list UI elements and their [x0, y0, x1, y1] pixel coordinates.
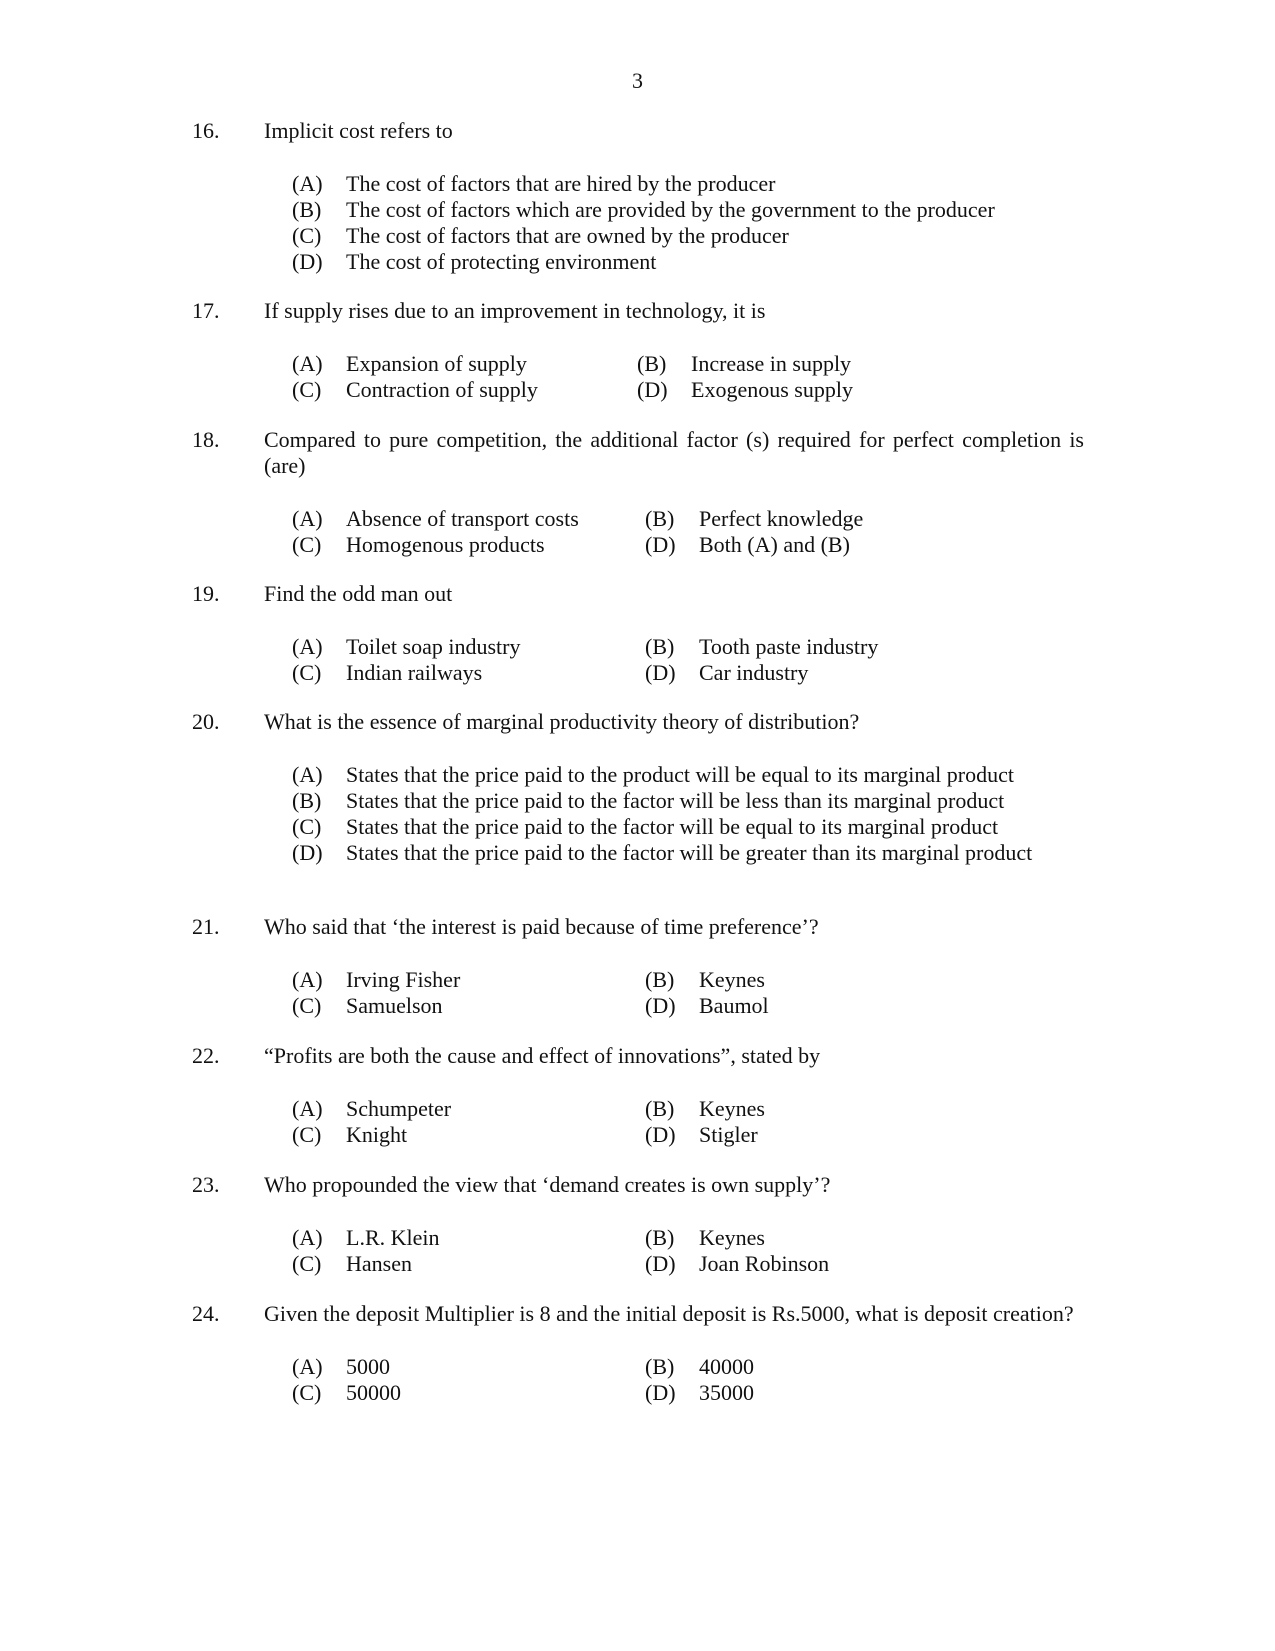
options-grid	[292, 634, 1084, 686]
question-text: Implicit cost refers to	[264, 118, 453, 143]
page-number: 3	[632, 68, 643, 93]
option-text: The cost of factors that are owned by the producer	[346, 223, 789, 248]
question-number: 21.	[192, 914, 220, 939]
option-label: (C)	[292, 814, 322, 839]
option-label: (D)	[645, 532, 676, 557]
option-text: Schumpeter	[346, 1096, 452, 1121]
option-label: (A)	[292, 634, 323, 659]
option-text: 35000	[699, 1380, 754, 1405]
option-label: (D)	[645, 1251, 676, 1276]
option-text: Samuelson	[346, 993, 443, 1018]
question-22	[192, 1043, 1084, 1148]
option-label: (A)	[292, 1354, 323, 1379]
question-21	[192, 914, 1084, 1019]
option-label: (C)	[292, 532, 322, 557]
option-label: (C)	[292, 377, 322, 402]
option-text: Increase in supply	[691, 351, 852, 376]
option-text: Tooth paste industry	[699, 634, 879, 659]
option-label: (C)	[292, 993, 322, 1018]
options-grid	[292, 351, 1084, 403]
question-number: 24.	[192, 1301, 220, 1326]
option-text: Absence of transport costs	[346, 506, 579, 531]
option-label: (B)	[645, 1354, 675, 1379]
option-text: Car industry	[699, 660, 809, 685]
question-text: “Profits are both the cause and effect of innovations”, stated by	[264, 1043, 821, 1068]
option-text: Contraction of supply	[346, 377, 538, 402]
option-label: (D)	[645, 1380, 676, 1405]
option-text: Keynes	[699, 1225, 765, 1250]
option-text: Both (A) and (B)	[699, 532, 850, 557]
option-label: (D)	[637, 377, 668, 402]
option-label: (B)	[645, 967, 675, 992]
option-text: Knight	[346, 1122, 408, 1147]
question-number: 16.	[192, 118, 220, 143]
option-text: Indian railways	[346, 660, 483, 685]
option-text: Perfect knowledge	[699, 506, 864, 531]
option-text: 5000	[346, 1354, 390, 1379]
option-b	[292, 788, 1084, 814]
option-label: (B)	[292, 197, 322, 222]
option-label: (D)	[645, 1122, 676, 1147]
options-grid	[292, 1096, 1084, 1148]
question-number: 23.	[192, 1172, 220, 1197]
question-text: Compared to pure competition, the additional factor (s) required for perfect completion is (are)	[264, 427, 1084, 478]
option-text: The cost of protecting environment	[346, 249, 657, 274]
question-18	[192, 427, 1084, 558]
option-label: (A)	[292, 171, 323, 196]
option-label: (D)	[645, 993, 676, 1018]
question-20	[192, 709, 1084, 866]
option-text: Joan Robinson	[699, 1251, 830, 1276]
question-text: If supply rises due to an improvement in technology, it is	[264, 298, 766, 323]
options-list	[292, 762, 1084, 866]
option-text: States that the price paid to the factor will be equal to its marginal product	[346, 814, 999, 839]
option-label: (C)	[292, 1122, 322, 1147]
question-number: 20.	[192, 709, 220, 734]
option-text: Homogenous products	[346, 532, 545, 557]
question-number: 19.	[192, 581, 220, 606]
question-23	[192, 1172, 1084, 1277]
option-text: States that the price paid to the factor will be greater than its marginal product	[346, 840, 1033, 865]
option-label: (C)	[292, 223, 322, 248]
option-label: (B)	[637, 351, 667, 376]
option-text: Stigler	[699, 1122, 758, 1147]
option-label: (D)	[645, 660, 676, 685]
option-label: (C)	[292, 1251, 322, 1276]
option-label: (B)	[645, 1096, 675, 1121]
options-grid	[292, 1225, 1084, 1277]
question-number: 22.	[192, 1043, 220, 1068]
option-text: States that the price paid to the product will be equal to its marginal product	[346, 762, 1014, 787]
question-19	[192, 581, 1084, 686]
question-16	[192, 118, 1084, 275]
option-a	[292, 762, 1084, 788]
option-label: (A)	[292, 1096, 323, 1121]
option-label: (B)	[645, 506, 675, 531]
question-text: Given the deposit Multiplier is 8 and the initial deposit is Rs.5000, what is deposit creation?	[264, 1301, 1074, 1326]
option-text: Irving Fisher	[346, 967, 461, 992]
question-text: Who propounded the view that ‘demand creates is own supply’?	[264, 1172, 831, 1197]
option-text: Keynes	[699, 967, 765, 992]
option-text: L.R. Klein	[346, 1225, 440, 1250]
option-c	[292, 223, 1084, 249]
options-grid	[292, 967, 1084, 1019]
option-label: (C)	[292, 1380, 322, 1405]
option-label: (D)	[292, 249, 323, 274]
option-text: Keynes	[699, 1096, 765, 1121]
question-text: Who said that ‘the interest is paid because of time preference’?	[264, 914, 819, 939]
options-grid	[292, 1354, 1084, 1406]
option-a	[292, 171, 1084, 197]
option-d	[292, 249, 1084, 275]
question-text: Find the odd man out	[264, 581, 453, 606]
option-label: (B)	[645, 1225, 675, 1250]
question-text: What is the essence of marginal productivity theory of distribution?	[264, 709, 860, 734]
option-text: Exogenous supply	[691, 377, 853, 402]
option-text: Expansion of supply	[346, 351, 527, 376]
question-number: 18.	[192, 427, 220, 452]
option-text: The cost of factors that are hired by the producer	[346, 171, 776, 196]
option-label: (A)	[292, 351, 323, 376]
option-b	[292, 197, 1084, 223]
question-number: 17.	[192, 298, 220, 323]
option-label: (B)	[292, 788, 322, 813]
option-label: (A)	[292, 762, 323, 787]
option-label: (D)	[292, 840, 323, 865]
question-17	[192, 298, 1084, 403]
option-text: 50000	[346, 1380, 401, 1405]
options-list	[292, 171, 1084, 275]
option-c	[292, 814, 1084, 840]
option-label: (B)	[645, 634, 675, 659]
option-label: (A)	[292, 1225, 323, 1250]
question-24	[192, 1301, 1084, 1406]
option-text: Hansen	[346, 1251, 412, 1276]
option-text: 40000	[699, 1354, 754, 1379]
option-label: (A)	[292, 967, 323, 992]
option-text: Baumol	[699, 993, 769, 1018]
option-text: The cost of factors which are provided by the government to the producer	[346, 197, 995, 222]
option-text: States that the price paid to the factor will be less than its marginal product	[346, 788, 1005, 813]
option-d	[292, 840, 1084, 866]
option-text: Toilet soap industry	[346, 634, 521, 659]
option-label: (C)	[292, 660, 322, 685]
option-label: (A)	[292, 506, 323, 531]
options-grid	[292, 506, 1084, 558]
